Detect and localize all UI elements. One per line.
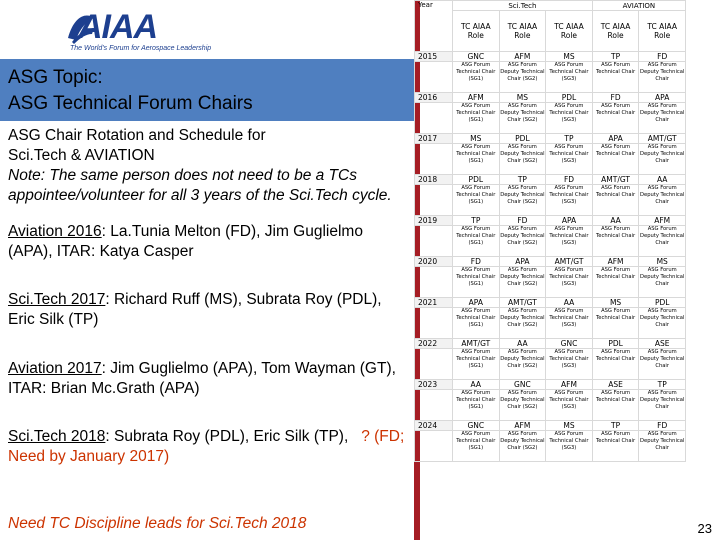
need-leads-note: Need TC Discipline leads for Sci.Tech 2018 [8, 515, 307, 532]
tc-cell: FD [499, 216, 546, 226]
role-cell: ASG Forum Technical Chair [592, 185, 639, 216]
role-cell: ASG Forum Technical Chair (SG1) [453, 144, 500, 175]
year-cell: 2020 [415, 257, 453, 267]
role-cell: ASG Forum Deputy Technical Chair (SG2) [499, 390, 546, 421]
role-cell: ASG Forum Technical Chair (SG1) [453, 62, 500, 93]
item-aviation-2016 [8, 222, 408, 262]
schedule-table [414, 0, 686, 462]
role-cell: ASG Forum Technical Chair [592, 349, 639, 380]
year-cell: 2024 [415, 421, 453, 431]
item-label: Aviation 2016 [8, 223, 102, 240]
schedule-table-panel [414, 0, 686, 540]
item-text: : Richard Ruff (MS), Subrata Roy (PDL), Eric Silk (TP) [8, 291, 382, 328]
tc-cell: MS [639, 257, 686, 267]
year-cell: 2021 [415, 298, 453, 308]
empty-cell [415, 226, 453, 257]
tc-cell: MS [499, 93, 546, 103]
tc-cell: GNC [546, 339, 593, 349]
tc-cell: TP [546, 134, 593, 144]
role-cell: ASG Forum Technical Chair (SG3) [546, 185, 593, 216]
tc-cell: APA [453, 298, 500, 308]
year-cell: 2019 [415, 216, 453, 226]
role-cell: ASG Forum Deputy Technical Chair [639, 103, 686, 134]
tc-cell: PDL [453, 175, 500, 185]
tc-cell: MS [453, 134, 500, 144]
role-row [415, 62, 686, 93]
column-header: TC AIAA Role [546, 11, 593, 52]
empty-cell [415, 103, 453, 134]
role-cell: ASG Forum Technical Chair (SG3) [546, 431, 593, 462]
item-aviation-2017 [8, 359, 408, 399]
table-row [415, 93, 686, 103]
tc-cell: ASE [592, 380, 639, 390]
tc-cell: APA [639, 93, 686, 103]
tc-cell: AA [639, 175, 686, 185]
item-scitech-2017 [8, 290, 408, 330]
schedule-body [415, 52, 686, 462]
table-row [415, 52, 686, 62]
tc-cell: AMT/GT [592, 175, 639, 185]
role-row [415, 185, 686, 216]
role-cell: ASG Forum Deputy Technical Chair [639, 226, 686, 257]
table-row [415, 216, 686, 226]
tc-cell: AFM [546, 380, 593, 390]
column-header: TC AIAA Role [639, 11, 686, 52]
empty-cell [415, 62, 453, 93]
tc-cell: FD [639, 421, 686, 431]
tc-cell: AA [546, 298, 593, 308]
table-row [415, 339, 686, 349]
role-cell: ASG Forum Deputy Technical Chair [639, 349, 686, 380]
body-text [8, 126, 408, 467]
empty-cell [415, 349, 453, 380]
tc-cell: FD [453, 257, 500, 267]
role-cell: ASG Forum Technical Chair (SG3) [546, 144, 593, 175]
role-cell: ASG Forum Deputy Technical Chair [639, 431, 686, 462]
role-cell: ASG Forum Deputy Technical Chair [639, 144, 686, 175]
topic-banner [0, 59, 414, 121]
role-cell: ASG Forum Technical Chair (SG3) [546, 226, 593, 257]
tc-cell: TP [499, 175, 546, 185]
group-scitech: Sci.Tech [453, 1, 593, 11]
year-cell: 2016 [415, 93, 453, 103]
role-row [415, 226, 686, 257]
year-cell: 2015 [415, 52, 453, 62]
table-row [415, 421, 686, 431]
year-cell: 2018 [415, 175, 453, 185]
tc-cell: TP [453, 216, 500, 226]
tc-cell: AMT/GT [546, 257, 593, 267]
role-cell: ASG Forum Deputy Technical Chair (SG2) [499, 349, 546, 380]
tc-cell: MS [546, 52, 593, 62]
empty-cell [415, 431, 453, 462]
role-row [415, 308, 686, 339]
empty-cell [415, 267, 453, 298]
role-cell: ASG Forum Technical Chair (SG1) [453, 308, 500, 339]
table-row [415, 134, 686, 144]
item-label: Aviation 2017 [8, 360, 102, 377]
topic-line-1: ASG Topic: [8, 67, 103, 88]
year-header: Year [415, 1, 453, 52]
item-highlight: ? (FD; Need by January 2017) [8, 428, 405, 465]
role-cell: ASG Forum Technical Chair (SG3) [546, 62, 593, 93]
tc-cell: APA [546, 216, 593, 226]
tc-cell: GNC [453, 52, 500, 62]
tc-cell: AFM [639, 216, 686, 226]
table-row [415, 175, 686, 185]
role-row [415, 103, 686, 134]
topic-line-2: ASG Technical Forum Chairs [8, 93, 253, 114]
tc-cell: AFM [453, 93, 500, 103]
role-row [415, 390, 686, 421]
tc-cell: PDL [592, 339, 639, 349]
tc-cell: FD [546, 175, 593, 185]
table-row [415, 380, 686, 390]
tc-cell: PDL [546, 93, 593, 103]
intro-note: Note: The same person does not need to be a TCs appointee/volunteer for all 3 years of the Sci.Tech cycle. [8, 167, 392, 204]
role-cell: ASG Forum Technical Chair (SG3) [546, 390, 593, 421]
role-cell: ASG Forum Technical Chair (SG1) [453, 267, 500, 298]
empty-cell [415, 308, 453, 339]
item-label: Sci.Tech 2017 [8, 291, 106, 308]
role-cell: ASG Forum Technical Chair (SG3) [546, 349, 593, 380]
tc-cell: ASE [639, 339, 686, 349]
role-cell: ASG Forum Deputy Technical Chair [639, 185, 686, 216]
table-row [415, 298, 686, 308]
tc-cell: AA [453, 380, 500, 390]
tc-cell: APA [592, 134, 639, 144]
tc-cell: MS [592, 298, 639, 308]
tc-cell: PDL [639, 298, 686, 308]
item-scitech-2018 [8, 427, 408, 467]
role-cell: ASG Forum Technical Chair [592, 144, 639, 175]
table-column-header [415, 11, 686, 52]
intro-line-1: ASG Chair Rotation and Schedule for [8, 127, 266, 144]
role-cell: ASG Forum Deputy Technical Chair (SG2) [499, 226, 546, 257]
role-cell: ASG Forum Technical Chair (SG1) [453, 390, 500, 421]
role-cell: ASG Forum Deputy Technical Chair [639, 267, 686, 298]
tc-cell: AFM [499, 421, 546, 431]
empty-cell [415, 144, 453, 175]
role-cell: ASG Forum Technical Chair (SG3) [546, 103, 593, 134]
tc-cell: AMT/GT [499, 298, 546, 308]
role-cell: ASG Forum Technical Chair (SG1) [453, 185, 500, 216]
role-cell: ASG Forum Technical Chair [592, 226, 639, 257]
role-cell: ASG Forum Technical Chair [592, 103, 639, 134]
role-cell: ASG Forum Technical Chair [592, 431, 639, 462]
role-row [415, 144, 686, 175]
role-cell: ASG Forum Technical Chair (SG1) [453, 431, 500, 462]
empty-cell [415, 185, 453, 216]
year-cell: 2017 [415, 134, 453, 144]
role-row [415, 349, 686, 380]
role-cell: ASG Forum Technical Chair [592, 308, 639, 339]
tc-cell: APA [499, 257, 546, 267]
tc-cell: FD [639, 52, 686, 62]
tc-cell: GNC [499, 380, 546, 390]
tc-cell: AA [592, 216, 639, 226]
intro-line-2: Sci.Tech & AVIATION [8, 147, 155, 164]
year-cell: 2022 [415, 339, 453, 349]
tc-cell: AFM [499, 52, 546, 62]
tc-cell: TP [639, 380, 686, 390]
role-row [415, 267, 686, 298]
tc-cell: TP [592, 421, 639, 431]
table-group-header [415, 1, 686, 11]
tc-cell: AMT/GT [453, 339, 500, 349]
role-cell: ASG Forum Deputy Technical Chair (SG2) [499, 62, 546, 93]
tc-cell: GNC [453, 421, 500, 431]
item-text: : La.Tunia Melton (FD), Jim Guglielmo (APA), ITAR: Katya Casper [8, 223, 363, 260]
role-cell: ASG Forum Technical Chair (SG1) [453, 103, 500, 134]
item-label: Sci.Tech 2018 [8, 428, 106, 445]
group-aviation: AVIATION [592, 1, 685, 11]
role-cell: ASG Forum Deputy Technical Chair [639, 390, 686, 421]
column-header: TC AIAA Role [592, 11, 639, 52]
role-cell: ASG Forum Deputy Technical Chair [639, 62, 686, 93]
role-cell: ASG Forum Deputy Technical Chair (SG2) [499, 308, 546, 339]
role-cell: ASG Forum Technical Chair (SG1) [453, 349, 500, 380]
role-cell: ASG Forum Deputy Technical Chair (SG2) [499, 144, 546, 175]
tc-cell: MS [546, 421, 593, 431]
tc-cell: FD [592, 93, 639, 103]
role-row [415, 431, 686, 462]
tc-cell: PDL [499, 134, 546, 144]
logo-tagline: The World's Forum for Aerospace Leadership [70, 45, 212, 52]
role-cell: ASG Forum Technical Chair (SG1) [453, 226, 500, 257]
role-cell: ASG Forum Deputy Technical Chair (SG2) [499, 103, 546, 134]
role-cell: ASG Forum Deputy Technical Chair (SG2) [499, 431, 546, 462]
logo-text: AIAA [78, 8, 158, 46]
role-cell: ASG Forum Deputy Technical Chair [639, 308, 686, 339]
role-cell: ASG Forum Technical Chair [592, 390, 639, 421]
role-cell: ASG Forum Technical Chair [592, 62, 639, 93]
year-cell: 2023 [415, 380, 453, 390]
role-cell: ASG Forum Deputy Technical Chair (SG2) [499, 267, 546, 298]
tc-cell: AA [499, 339, 546, 349]
table-row [415, 257, 686, 267]
role-cell: ASG Forum Deputy Technical Chair (SG2) [499, 185, 546, 216]
tc-cell: TP [592, 52, 639, 62]
column-header: TC AIAA Role [453, 11, 500, 52]
empty-cell [415, 390, 453, 421]
role-cell: ASG Forum Technical Chair [592, 267, 639, 298]
item-text: : Subrata Roy (PDL), Eric Silk (TP), [105, 428, 349, 445]
role-cell: ASG Forum Technical Chair (SG3) [546, 308, 593, 339]
item-text: : Jim Guglielmo (APA), Tom Wayman (GT), ITAR: Brian Mc.Grath (APA) [8, 360, 396, 397]
tc-cell: AFM [592, 257, 639, 267]
role-cell: ASG Forum Technical Chair (SG3) [546, 267, 593, 298]
column-header: TC AIAA Role [499, 11, 546, 52]
tc-cell: AMT/GT [639, 134, 686, 144]
page-number: 23 [697, 521, 712, 536]
